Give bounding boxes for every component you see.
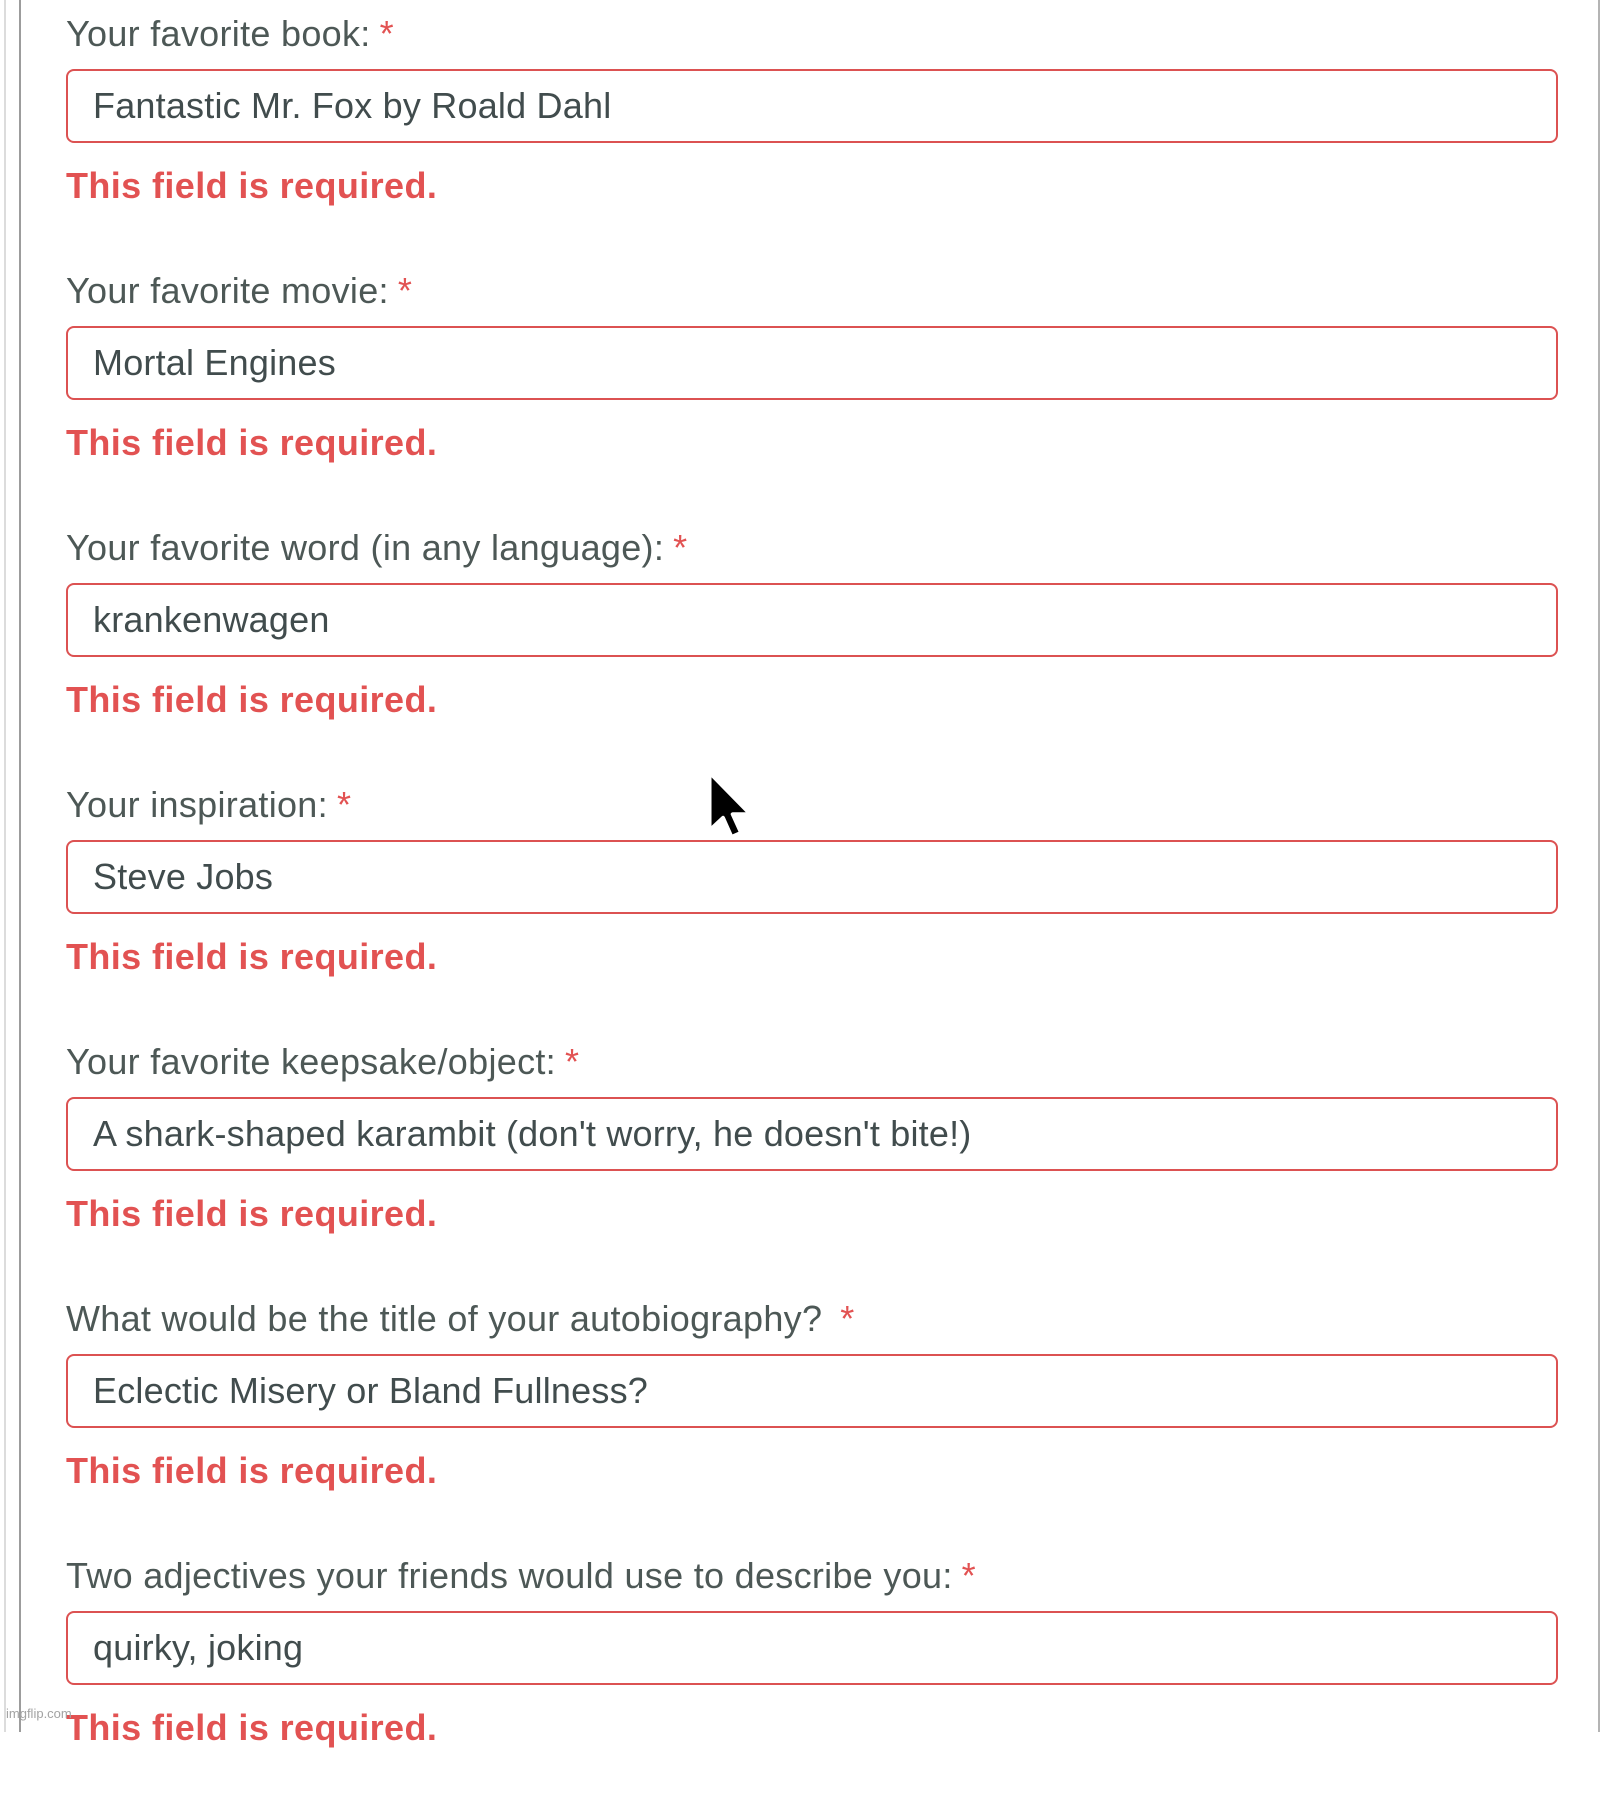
field-favorite-movie (66, 269, 1558, 465)
favorite-word-error: This field is required. (66, 679, 438, 720)
required-asterisk: * (397, 270, 413, 311)
required-asterisk: * (564, 1041, 580, 1082)
two-adjectives-label: Two adjectives your friends would use to describe you: * (66, 1555, 976, 1596)
autobiography-title-input[interactable] (66, 1354, 1558, 1428)
required-asterisk: * (673, 527, 688, 568)
required-asterisk: * (961, 1555, 976, 1596)
field-two-adjectives (66, 1554, 1558, 1750)
autobiography-title-label: What would be the title of your autobiography? * (66, 1298, 855, 1339)
page-right-border (1598, 0, 1600, 1732)
inspiration-input[interactable] (66, 840, 1558, 914)
favorite-keepsake-label: Your favorite keepsake/object: * (66, 1041, 580, 1082)
favorite-book-label: Your favorite book: * (66, 13, 394, 54)
required-asterisk: * (379, 13, 394, 54)
favorite-movie-label: Your favorite movie: * (66, 270, 413, 311)
field-favorite-book (66, 12, 1558, 208)
inspiration-error: This field is required. (66, 936, 438, 977)
favorite-book-error: This field is required. (66, 165, 438, 206)
favorite-book-input[interactable] (66, 69, 1558, 143)
favorite-movie-error: This field is required. (66, 422, 438, 463)
two-adjectives-error: This field is required. (66, 1707, 438, 1748)
imgflip-watermark: imgflip.com (6, 1706, 72, 1721)
field-inspiration (66, 783, 1558, 979)
survey-form (66, 12, 1558, 1811)
required-asterisk: * (336, 784, 352, 825)
page-left-inner-border (19, 0, 21, 1732)
autobiography-title-error: This field is required. (66, 1450, 438, 1491)
required-asterisk: * (840, 1298, 855, 1339)
favorite-keepsake-input[interactable] (66, 1097, 1558, 1171)
field-favorite-word (66, 526, 1558, 722)
favorite-keepsake-error: This field is required. (66, 1193, 438, 1234)
inspiration-label: Your inspiration: * (66, 784, 352, 825)
favorite-movie-input[interactable] (66, 326, 1558, 400)
favorite-word-label: Your favorite word (in any language): * (66, 527, 688, 568)
favorite-word-input[interactable] (66, 583, 1558, 657)
page-left-outer-border (4, 0, 6, 1732)
two-adjectives-input[interactable] (66, 1611, 1558, 1685)
field-favorite-keepsake (66, 1040, 1558, 1236)
field-autobiography-title (66, 1297, 1558, 1493)
